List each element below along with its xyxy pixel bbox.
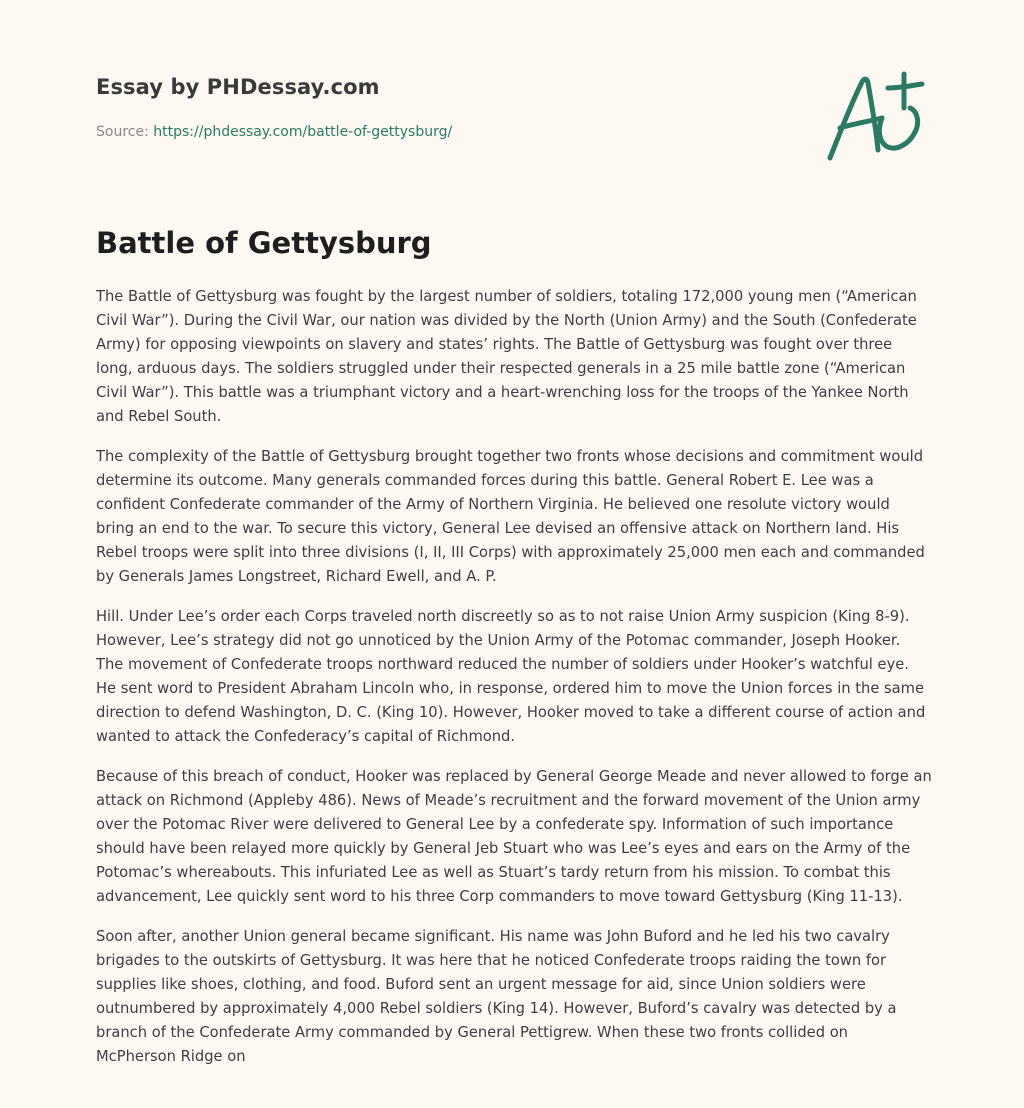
source-label: Source: [96, 124, 149, 140]
essay-paragraph: The complexity of the Battle of Gettysburg brought together two fronts whose decisions and commitment would determine its outcome. Many generals commanded forces during this battle. General Robert E. Lee was a confident Confederate commander of the Army of Northern Virginia. He believed one resolute victory would bring an end to the war. To secure this victory, General Lee devised an offensive attack on Northern land. His Rebel troops were split into three divisions (I, II, III Corps) with approximately 25,000 men each and commanded by Generals James Longstreet, Richard Ewell, and A. P. [96, 448, 925, 585]
essay-paragraph: Because of this breach of conduct, Hooker was replaced by General George Meade and never allowed to forge an attack on Richmond (Appleby 486). News of Meade’s recruitment and the forward movement of the Union army over the Potomac River were delivered to General Lee by a confederate spy. Information of such importance should have been relayed more quickly by General Jeb Stuart who was Lee’s eyes and ears on the Army of the Potomac’s whereabouts. This infuriated Lee as well as Stuart’s tardy return from his mission. To combat this advancement, Lee quickly sent word to his three Corp commanders to move toward Gettysburg (King 11-13). [96, 768, 932, 905]
essay-body [96, 285, 932, 1085]
essay-title: Battle of Gettysburg [96, 226, 432, 260]
site-title: Essay by PHDessay.com [96, 75, 380, 99]
essay-paragraph: Soon after, another Union general became significant. His name was John Buford and he led his two cavalry brigades to the outskirts of Gettysburg. It was here that he noticed Confederate troops raiding the town for supplies like shoes, clothing, and food. Buford sent an urgent message for aid, since Union soldiers were outnumbered by approximately 4,000 Rebel soldiers (King 14). However, Buford’s cavalry was detected by a branch of the Confederate Army commanded by General Pettigrew. When these two fronts collided on McPherson Ridge on [96, 928, 897, 1065]
source-line [96, 124, 452, 140]
essay-paragraph: The Battle of Gettysburg was fought by the largest number of soldiers, totaling 172,000 young men (“American Civil War”). During the Civil War, our nation was divided by the North (Union Army) and the South (Confederate Army) for opposing viewpoints on slavery and states’ rights. The Battle of Gettysburg was fought over three long, arduous days. The soldiers struggled under their respected generals in a 25 mile battle zone (“American Civil War”). This battle was a triumphant victory and a heart-wrenching loss for the troops of the Yankee North and Rebel South. [96, 288, 917, 425]
essay-paragraph: Hill. Under Lee’s order each Corps traveled north discreetly so as to not raise Union Army suspicion (King 8-9). However, Lee’s strategy did not go unnoticed by the Union Army of the Potomac commander, Joseph Hooker. The movement of Confederate troops northward reduced the number of soldiers under Hooker’s watchful eye. He sent word to President Abraham Lincoln who, in response, ordered him to move the Union forces in the same direction to defend Washington, D. C. (King 10). However, Hooker moved to take a different course of action and wanted to attack the Confederacy’s capital of Richmond. [96, 608, 926, 745]
a-plus-logo-icon [820, 66, 930, 166]
source-link[interactable]: https://phdessay.com/battle-of-gettysburg/ [153, 124, 453, 140]
